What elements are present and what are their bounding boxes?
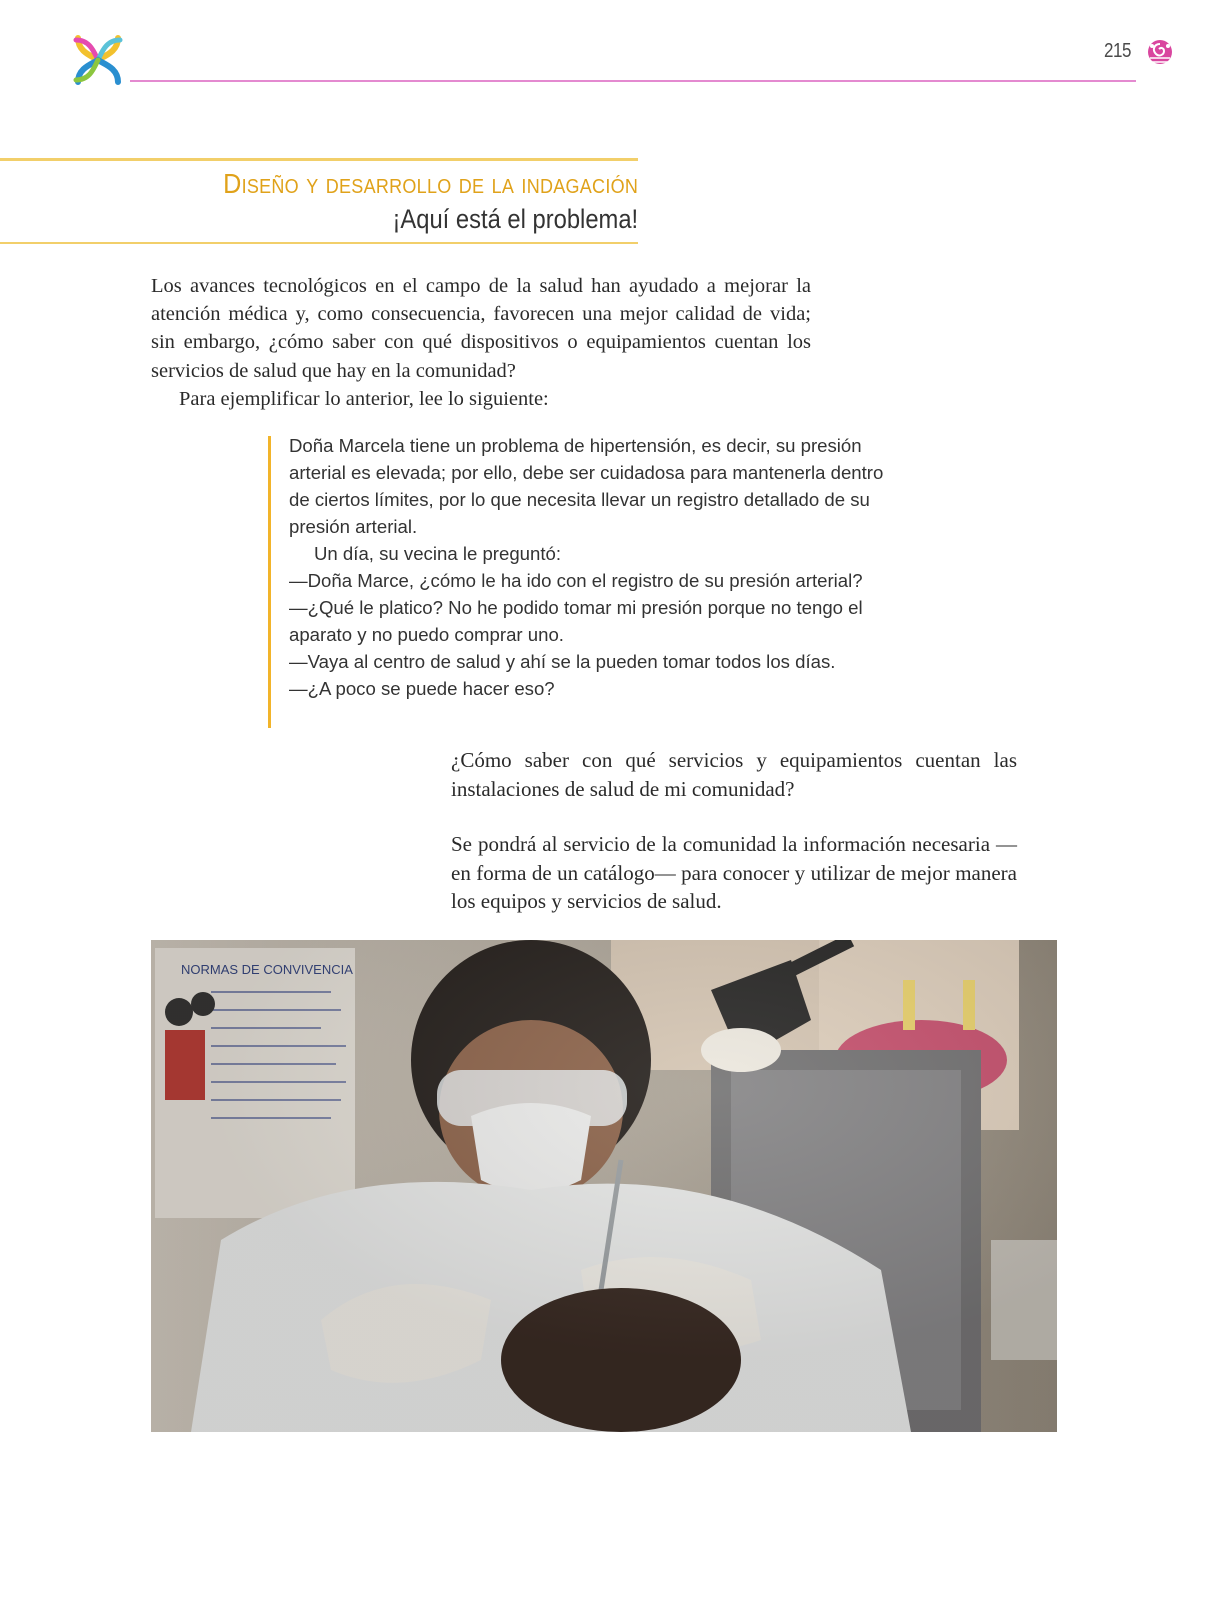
intro-text [151, 272, 811, 413]
decorative-glyph-icon [1146, 38, 1174, 66]
quote-paragraph: —Doña Marce, ¿cómo le ha ido con el registro de su presión arterial? [289, 570, 863, 591]
poster-title: NORMAS DE CONVIVENCIA [181, 962, 353, 977]
section-rule-top [0, 158, 638, 161]
page-number: 215 [1104, 40, 1132, 62]
quote-paragraph: —¿A poco se puede hacer eso? [289, 678, 555, 699]
research-question: ¿Cómo saber con qué servicios y equipamientos cuentan las instalaciones de salud de mi comunidad? [451, 748, 1017, 801]
header-rule [130, 80, 1136, 82]
dentist-photo [151, 940, 1057, 1432]
quote-paragraph: Un día, su vecina le preguntó: [314, 543, 562, 564]
quote-paragraph: —Vaya al centro de salud y ahí se la pueden tomar todos los días. [289, 651, 836, 672]
expected-product: Se pondrá al servicio de la comunidad la información necesaria —en forma de un catálogo— para conocer y utilizar de mejor manera los equipos y servicios de salud. [451, 832, 1017, 913]
quote-paragraph: —¿Qué le platico? No he podido tomar mi presión porque no tengo el aparato y no puedo comprar uno. [289, 597, 863, 645]
section-title: Diseño y desarrollo de la indagación [222, 168, 638, 199]
intro-paragraph: Para ejemplificar lo anterior, lee lo siguiente: [179, 387, 549, 410]
section-rule-bottom [0, 242, 638, 244]
series-logo-icon [70, 32, 126, 88]
quote-paragraph: Doña Marcela tiene un problema de hipertensión, es decir, su presión arterial es elevada; por ello, debe ser cuidadosa para mantenerla dentro de ciertos límites, por lo que necesita llevar un registro detallado de su presión arterial. [289, 435, 884, 537]
section-subtitle: ¡Aquí está el problema! [392, 204, 638, 234]
quote-bar [268, 436, 271, 728]
dialogue-quote [289, 432, 909, 702]
intro-paragraph: Los avances tecnológicos en el campo de la salud han ayudado a mejorar la atención médica y, como consecuencia, favorecen una mejor calidad de vida; sin embargo, ¿cómo saber con qué dispositivos o equipamientos cuentan los servicios de salud que hay en la comunidad? [151, 275, 811, 382]
